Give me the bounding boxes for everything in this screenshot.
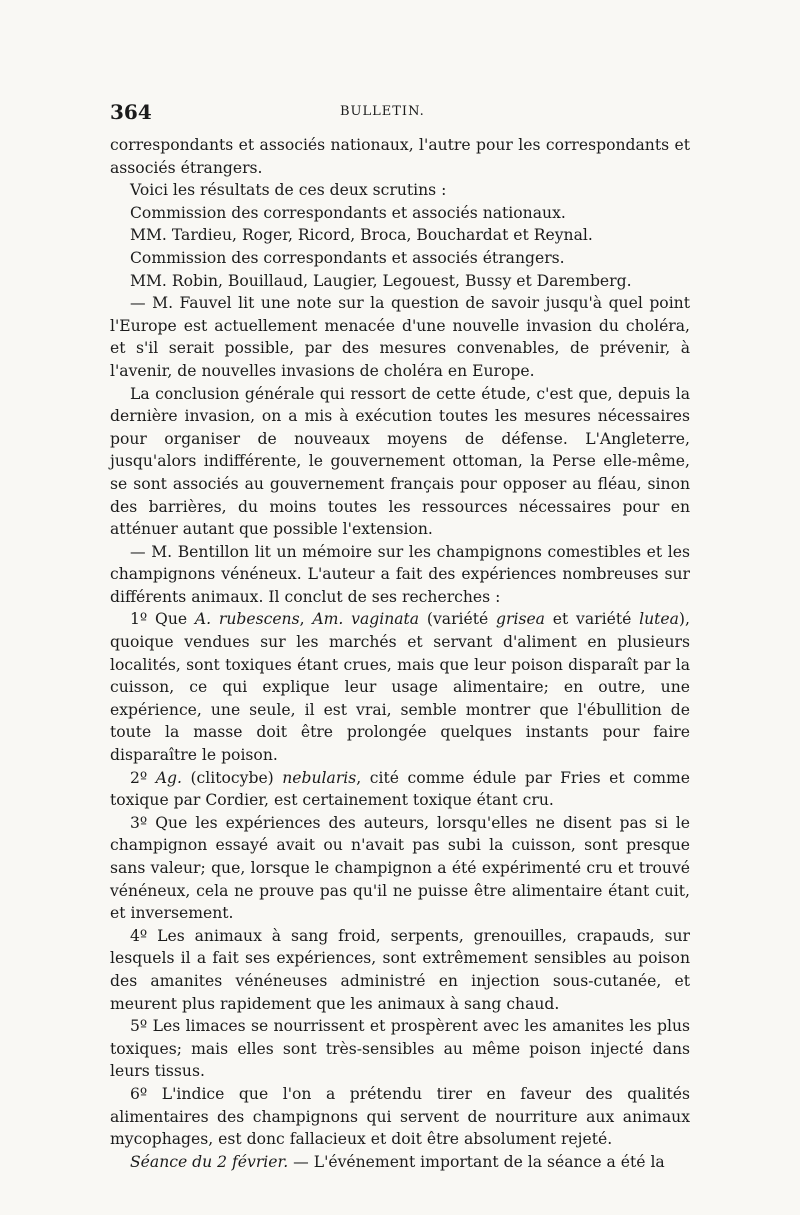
list-item-3: 3º Que les expériences des auteurs, lorsqu'elles ne disent pas si le champignon essayé avait ou n'avait pas subi la cuisson, sont presque sans valeur; que, lorsque le champignon a été expérimenté cru et trouvé vénéneux, cela ne prouve pas qu'il ne puisse être alimentaire étant cuit, et inversement. [110,813,690,923]
item-text: 1º Que [130,610,195,629]
commission-line: Commission des correspondants et associés étrangers. [130,248,565,267]
document-page [110,100,690,1173]
variety-name: lutea [639,610,679,629]
paragraph: — M. Fauvel lit une note sur la question de savoir jusqu'à quel point l'Europe est actuellement menacée d'une nouvelle invasion du choléra, et s'il serait possible, par des mesures convenables, de prévenir, à l'avenir, de nouvelles invasions de choléra en Europe. [110,294,690,380]
list-item-6: 6º L'indice que l'on a prétendu tirer en faveur des qualités alimentaires des champignons qui servent de nourriture aux animaux mycophages, est donc fallacieux et doit être absolument rejeté. [110,1084,690,1149]
list-item-5: 5º Les limaces se nourrissent et prospèrent avec les amanites les plus toxiques; mais elles sont très-sensibles au même poison injecté dans leurs tissus. [110,1017,690,1081]
running-title: BULLETIN. [340,104,425,119]
item-text: (variété [419,610,497,629]
members-line: MM. Tardieu, Roger, Ricord, Broca, Bouchardat et Reynal. [130,226,593,245]
paragraph: La conclusion générale qui ressort de cette étude, c'est que, depuis la dernière invasion, on a mis à exécution toutes les mesures nécessaires pour organiser de nouveaux moyens de défense. L'Angleterre, jusqu'alors indifférente, le gouvernement ottoman, la Perse elle-même, se sont associés au gouvernement français pour opposer au fléau, sinon des barrières, du moins toutes les ressources nécessaires pour en atténuer autant que possible l'extension. [110,384,690,539]
species-name: Ag. [155,768,182,787]
page-header [110,100,690,126]
item-text: ), quoique vendues sur les marchés et servant d'aliment en plusieurs localités, sont toxiques étant crues, mais que leur poison disparaît par la cuisson, ce qui explique leur usage alimentaire; en outre, une expérience, une seule, il est vrai, semble montrer que l'ébullition de toute la masse doit être prolongée quelques instants pour faire disparaître le poison. [110,610,690,765]
paragraph: correspondants et associés nationaux, l'autre pour les correspondants et associés étrangers. [110,136,690,177]
list-item-4: 4º Les animaux à sang froid, serpents, grenouilles, crapauds, sur lesquels il a fait ses expériences, sont extrêmement sensibles au poison des amanites vénéneuses administré en injection sous-cutanée, et meurent plus rapidement que les animaux à sang chaud. [110,926,690,1013]
list-item-1 [110,608,690,766]
body-text [110,134,690,1173]
session-date: Séance du 2 février. [130,1152,289,1171]
item-text: (clitocybe) [181,768,283,787]
session-paragraph [110,1151,690,1174]
members-line: MM. Robin, Bouillaud, Laugier, Legouest, Bussy et Daremberg. [130,271,632,290]
commission-line: Commission des correspondants et associés nationaux. [130,203,566,222]
item-text: , cité comme édule par Fries et comme toxique par Cordier, est certainement toxique étant cru. [110,768,691,810]
species-name: nebularis [282,768,357,787]
item-text: , [299,610,313,629]
list-item-2 [110,767,690,812]
paragraph: Voici les résultats de ces deux scrutins : [130,181,447,200]
item-text: et variété [544,610,640,629]
variety-name: grisea [496,610,545,629]
session-text: — L'événement important de la séance a été la [288,1152,665,1171]
paragraph: — M. Bentillon lit un mémoire sur les champignons comestibles et les champignons vénéneux. L'auteur a fait des expériences nombreuses sur différents animaux. Il conclut de ses recherches : [110,542,690,606]
item-text: 2º [130,768,156,787]
species-name: A. rubescens [194,610,300,629]
species-name: Am. vaginata [312,610,420,629]
page-number: 364 [110,100,152,124]
